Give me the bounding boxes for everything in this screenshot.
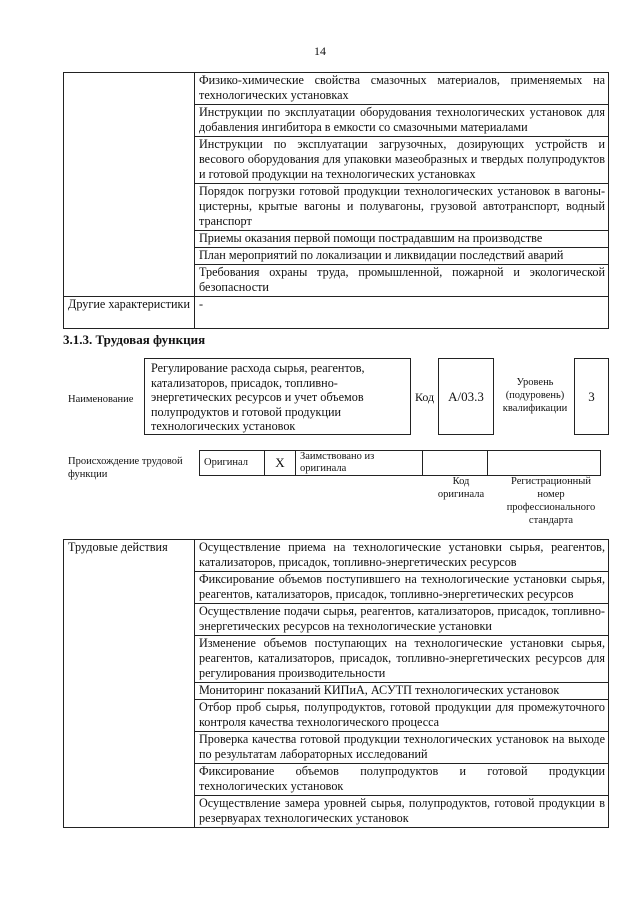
code-value-box: А/03.3 — [438, 358, 494, 435]
labor-action-item: Изменение объемов поступающих на технологические установки сырья, реагентов, катализаторов, присадок, топливно-энергетических ресурсов для регулирования производительности — [195, 636, 609, 683]
labor-action-item: Отбор проб сырья, полупродуктов, готовой продукции для промежуточного контроля качества технологического процесса — [195, 700, 609, 732]
knowledge-item: Физико-химические свойства смазочных материалов, применяемых на технологических установках — [195, 73, 609, 105]
knowledge-item: Приемы оказания первой помощи пострадавшим на производстве — [195, 231, 609, 248]
qualification-level-label: Уровень (подуровень) квалификации — [502, 377, 568, 414]
labor-action-item: Осуществление замера уровней сырья, полупродуктов, готовой продукции в резервуарах технологических установок — [195, 796, 609, 828]
code-label: Код — [415, 390, 435, 404]
labor-action-item: Осуществление подачи сырья, реагентов, катализаторов, присадок, топливно-энергетических ресурсов на технологические установки — [195, 604, 609, 636]
original-label-cell: Оригинал — [200, 451, 265, 476]
page-number: 14 — [314, 44, 326, 58]
knowledge-table — [63, 72, 609, 329]
reg-number-cell — [488, 451, 601, 476]
knowledge-item: Инструкции по эксплуатации загрузочных, дозирующих устройств и весового оборудования для упаковки мазеобразных и твердых полупродуктов и готовой продукции на технологических установках — [195, 137, 609, 184]
origin-table — [199, 450, 601, 476]
knowledge-item: План мероприятий по локализации и ликвидации последствий аварий — [195, 248, 609, 265]
labor-actions-table — [63, 539, 609, 828]
origin-label: Происхождение трудовой функции — [68, 456, 183, 480]
labor-actions-label: Трудовые действия — [64, 540, 195, 828]
code-original-cell — [423, 451, 488, 476]
code-original-label: Код оригинала — [437, 476, 485, 500]
knowledge-item: Порядок погрузки готовой продукции технологических установок в вагоны-цистерны, крытые вагоны и полувагоны, грузовой автотранспорт, водный транспорт — [195, 184, 609, 231]
labor-action-item: Осуществление приема на технологические установки сырья, реагентов, катализаторов, присадок, топливно-энергетических ресурсов — [195, 540, 609, 572]
qualification-level-box: 3 — [574, 358, 609, 435]
labor-action-item: Фиксирование объемов поступившего на технологические установки сырья, реагентов, катализаторов, присадок, топливно-энергетических ресурсов — [195, 572, 609, 604]
original-mark-cell: X — [265, 451, 296, 476]
knowledge-label-cell — [64, 73, 195, 297]
reg-number-label: Регистрационный номер профессионального стандарта — [506, 476, 596, 526]
section-title: 3.1.3. Трудовая функция — [63, 332, 206, 347]
other-characteristics-label: Другие характеристики — [64, 297, 195, 329]
name-label: Наименование — [68, 394, 134, 405]
knowledge-item: Требования охраны труда, промышленной, пожарной и экологической безопасности — [195, 265, 609, 297]
labor-action-item: Мониторинг показаний КИПиА, АСУТП технологических установок — [195, 683, 609, 700]
other-characteristics-value: - — [195, 297, 609, 329]
labor-action-item: Фиксирование объемов полупродуктов и готовой продукции технологических установок — [195, 764, 609, 796]
function-name-box: Регулирование расхода сырья, реагентов, катализаторов, присадок, топливно-энергетических ресурсов и учет объемов полупродуктов и готовой продукции технологических установок — [144, 358, 411, 435]
labor-action-item: Проверка качества готовой продукции технологических установок на выходе по результатам лабораторных исследований — [195, 732, 609, 764]
knowledge-item: Инструкции по эксплуатации оборудования технологических установок для добавления ингибитора в емкости со смазочными материалами — [195, 105, 609, 137]
borrowed-label-cell: Заимствовано из оригинала — [296, 451, 423, 476]
